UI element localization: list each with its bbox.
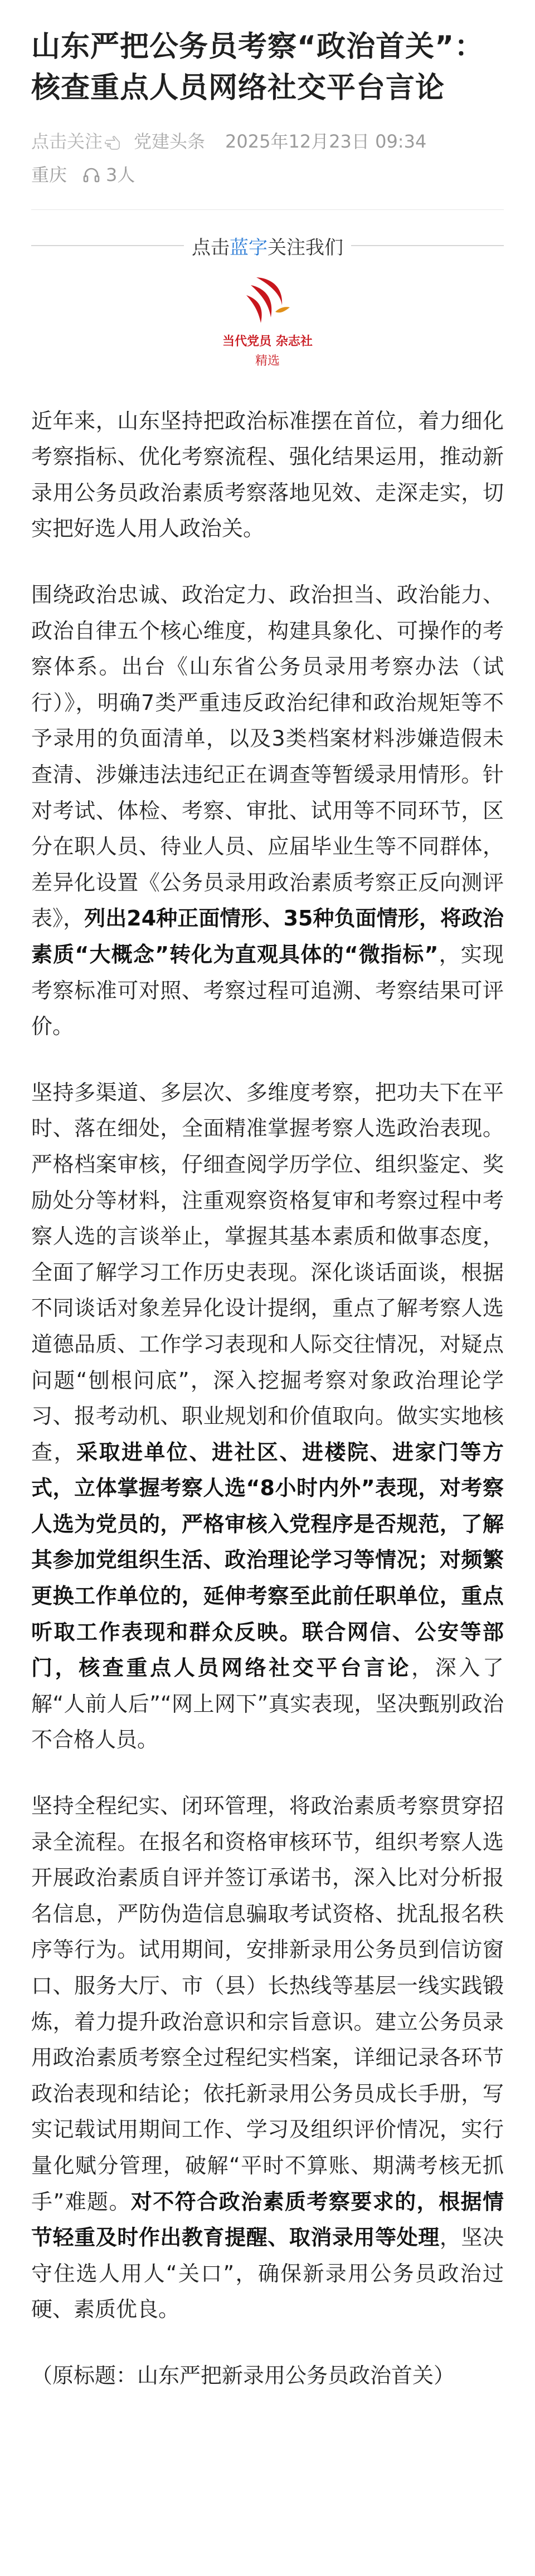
article-title: 山东严把公务员考察“政治首关”：核查重点人员网络社交平台言论 — [31, 30, 484, 105]
meta-divider — [31, 209, 504, 210]
paragraph-4-part-2: ，坚决守住选人用人“关口”，确保新录用公务员政治过硬、素质优良。 — [31, 2225, 504, 2322]
pointing-hand-icon — [105, 133, 127, 150]
meta-row-region — [31, 161, 504, 188]
paragraph-2-bold: 列出24种正面情形、35种负面情形，将政治素质“大概念”转化为直观具体的“微指标” — [31, 906, 504, 967]
paragraph-2 — [31, 577, 504, 1045]
publish-date: 2025年12月23日 09:34 — [225, 130, 427, 152]
logo-caption-sub: 精选 — [255, 354, 280, 368]
paragraph-3 — [31, 1075, 504, 1758]
listeners-count-text: 3人 — [106, 164, 135, 185]
banner-line-left — [31, 245, 184, 246]
follow-prefix: 点击 — [192, 236, 230, 259]
banner-line-right — [351, 245, 504, 246]
paragraph-4-bold: 对不符合政治素质考察要求的，根据情节轻重及时作出教育提醒、取消录用等处理 — [31, 2189, 504, 2250]
meta-row-author — [31, 128, 504, 155]
article-body — [31, 403, 504, 2394]
article-meta — [31, 128, 504, 188]
original-title-source: （原标题：山东严把新录用公务员政治首关） — [31, 2363, 455, 2388]
paragraph-3-bold: 采取进单位、进社区、进楼院、进家门等方式，立体掌握考察人选“8小时内外”表现，对考察人选为党员的，严格审核入党程序是否规范，了解其参加党组织生活、政治理论学习等情况；对频繁更换工作单位的，延伸考察至此前任职单位，重点听取工作表现和群众反映。联合网信、公安等部门，核查重点人员网络社交平台言论 — [31, 1439, 504, 1681]
logo-caption-main: 当代党员 杂志社 — [222, 334, 313, 349]
follow-banner[interactable] — [31, 232, 504, 259]
follow-highlight[interactable]: 蓝字 — [230, 236, 268, 259]
region-label: 重庆 — [31, 164, 67, 185]
follow-banner-text — [192, 232, 343, 259]
paragraph-4-part-1: 坚持全程纪实、闭环管理，将政治素质考察贯穿招录全流程。在报名和资格审核环节，组织考察人选开展政治素质自评并签订承诺书，深入比对分析报名信息，严防伪造信息骗取考试资格、扰乱报名秩序等行为。试用期间，安排新录用公务员到信访窗口、服务大厅、市（县）长热线等基层一线实践锻炼，着力提升政治意识和宗旨意识。建立公务员录用政治素质考察全过程纪实档案，详细记录各环节政治表现和结论；依托新录用公务员成长手册，写实记载试用期间工作、学习及组织评价情况，实行量化赋分管理，破解“平时不算账、期满考核无抓手”难题。 — [31, 1794, 504, 2214]
headphones-icon — [82, 166, 100, 184]
paragraph-3-part-1: 坚持多渠道、多层次、多维度考察，把功夫下在平时、落在细处，全面精准掌握考察人选政治表现。严格档案审核，仔细查阅学历学位、组织鉴定、奖励处分等材料，注重观察资格复审和考察过程中考察人选的言谈举止，掌握其基本素质和做事态度，全面了解学习工作历史表现。深化谈话面谈，根据不同谈话对象差异化设计提纲，重点了解考察人选道德品质、工作学习表现和人际交往情况，对疑点问题“刨根问底”，深入挖掘考察对象政治理论学习、报考动机、职业规划和价值取向。做实实地核查， — [31, 1080, 504, 1465]
publisher-logo-mark — [234, 273, 301, 329]
paragraph-4 — [31, 1788, 504, 2328]
follow-link[interactable]: 点击关注 — [31, 130, 103, 152]
paragraph-3-part-2: ，深入了解“人前人后”“网上网下”真实表现，坚决甄别政治不合格人员。 — [31, 1656, 504, 1752]
author-name[interactable]: 党建头条 — [134, 130, 206, 152]
paragraph-2-part-2: ，实现考察标准可对照、考察过程可追溯、考察结果可评价。 — [31, 942, 504, 1039]
paragraph-1: 近年来，山东坚持把政治标准摆在首位，着力细化考察指标、优化考察流程、强化结果运用，推动新录用公务员政治素质考察落地见效、走深走实，切实把好选人用人政治关。 — [31, 408, 504, 541]
listeners-count — [82, 161, 135, 188]
follow-suffix: 关注我们 — [268, 236, 343, 259]
paragraph-2-part-1: 围绕政治忠诚、政治定力、政治担当、政治能力、政治自律五个核心维度，构建具象化、可操作的考察体系。出台《山东省公务员录用考察办法（试行）》，明确7类严重违反政治纪律和政治规矩等不予录用的负面清单，以及3类档案材料涉嫌造假未查清、涉嫌违法违纪正在调查等暂缓录用情形。针对考试、体检、考察、审批、试用等不同环节，区分在职人员、待业人员、应届毕业生等不同群体，差异化设置《公务员录用政治素质考察正反向测评表》， — [31, 582, 504, 931]
publisher-logo — [0, 273, 535, 369]
